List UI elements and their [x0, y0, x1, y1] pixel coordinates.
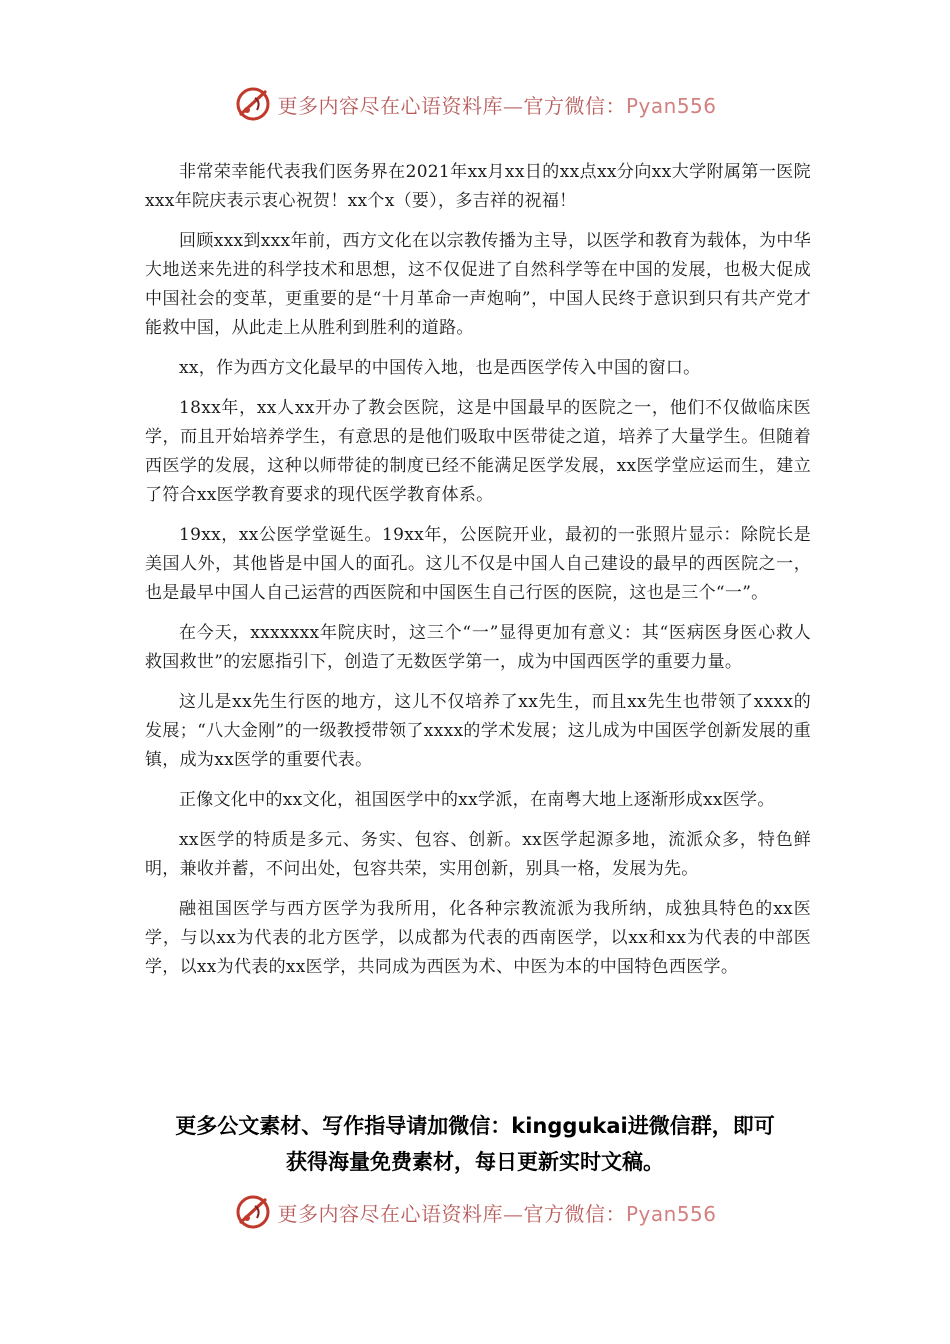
footer-banner	[0, 1190, 950, 1234]
paragraph-8: 正像文化中的xx文化，祖国医学中的xx学派，在南粤大地上逐渐形成xx医学。	[179, 790, 775, 810]
header-wechat-id: Pyan556	[625, 93, 717, 118]
footer-separator: —	[502, 1201, 524, 1226]
promo-line-1: 更多公文素材、写作指导请加微信：kinggukai进微信群，即可	[175, 1114, 775, 1138]
header-separator: —	[502, 93, 524, 118]
paragraph-10: 融祖国医学与西方医学为我所用，化各种宗教流派为我所纳，成独具特色的xx医学，与以xx为代表的北方医学，以成都为代表的西南医学，以xx和xx为代表的中部医学，以xx为代表的xx医学，共同成为西医为术、中医为本的中国特色西医学。	[145, 899, 811, 977]
paragraph-4: 18xx年，xx人xx开办了教会医院，这是中国最早的医院之一，他们不仅做临床医学，而且开始培养学生，有意思的是他们吸取中医带徒之道，培养了大量学生。但随着西医学的发展，这种以师带徒的制度已经不能满足医学发展，xx医学堂应运而生，建立了符合xx医学教育要求的现代医学教育体系。	[145, 398, 811, 505]
promo-notice	[120, 1108, 830, 1180]
footer-wechat-id: Pyan556	[625, 1201, 717, 1226]
promo-line-2: 获得海量免费素材，每日更新实时文稿。	[286, 1150, 664, 1174]
document-body	[145, 158, 811, 993]
header-wechat-label: 官方微信：	[523, 93, 626, 118]
paragraph-6: 在今天，xxxxxxx年院庆时，这三个“一”显得更加有意义：其“医病医身医心救人救国救世”的宏愿指引下，创造了无数医学第一，成为中国西医学的重要力量。	[145, 623, 811, 672]
footer-wechat-label: 官方微信：	[523, 1201, 626, 1226]
paragraph-5: 19xx，xx公医学堂诞生。19xx年，公医院开业，最初的一张照片显示：除院长是美国人外，其他皆是中国人的面孔。这儿不仅是中国人自己建设的最早的西医院之一，也是最早中国人自己运营的西医院和中国医生自己行医的医院，这也是三个“一”。	[145, 525, 811, 603]
paragraph-1: 非常荣幸能代表我们医务界在2021年xx月xx日的xx点xx分向xx大学附属第一医院xxx年院庆表示衷心祝贺！xx个x（要），多吉祥的祝福！	[145, 162, 811, 211]
paragraph-7: 这儿是xx先生行医的地方，这儿不仅培养了xx先生，而且xx先生也带领了xxxx的发展；“八大金刚”的一级教授带领了xxxx的学术发展；这儿成为中国医学创新发展的重镇，成为xx医学的重要代表。	[145, 692, 811, 770]
brand-logo-icon	[233, 1192, 273, 1232]
footer-banner-text	[277, 1198, 716, 1227]
footer-brand: 更多内容尽在心语资料库	[277, 1201, 503, 1226]
brand-logo-icon	[233, 84, 273, 124]
header-banner-text	[277, 90, 716, 119]
header-banner	[0, 82, 950, 126]
header-brand: 更多内容尽在心语资料库	[277, 93, 503, 118]
paragraph-9: xx医学的特质是多元、务实、包容、创新。xx医学起源多地，流派众多，特色鲜明，兼收并蓄，不问出处，包容共荣，实用创新，别具一格，发展为先。	[145, 830, 811, 879]
paragraph-3: xx，作为西方文化最早的中国传入地，也是西医学传入中国的窗口。	[179, 358, 701, 378]
paragraph-2: 回顾xxx到xxx年前，西方文化在以宗教传播为主导，以医学和教育为载体，为中华大地送来先进的科学技术和思想，这不仅促进了自然科学等在中国的发展，也极大促成中国社会的变革，更重要的是“十月革命一声炮响”，中国人民终于意识到只有共产党才能救中国，从此走上从胜利到胜利的道路。	[145, 231, 811, 338]
